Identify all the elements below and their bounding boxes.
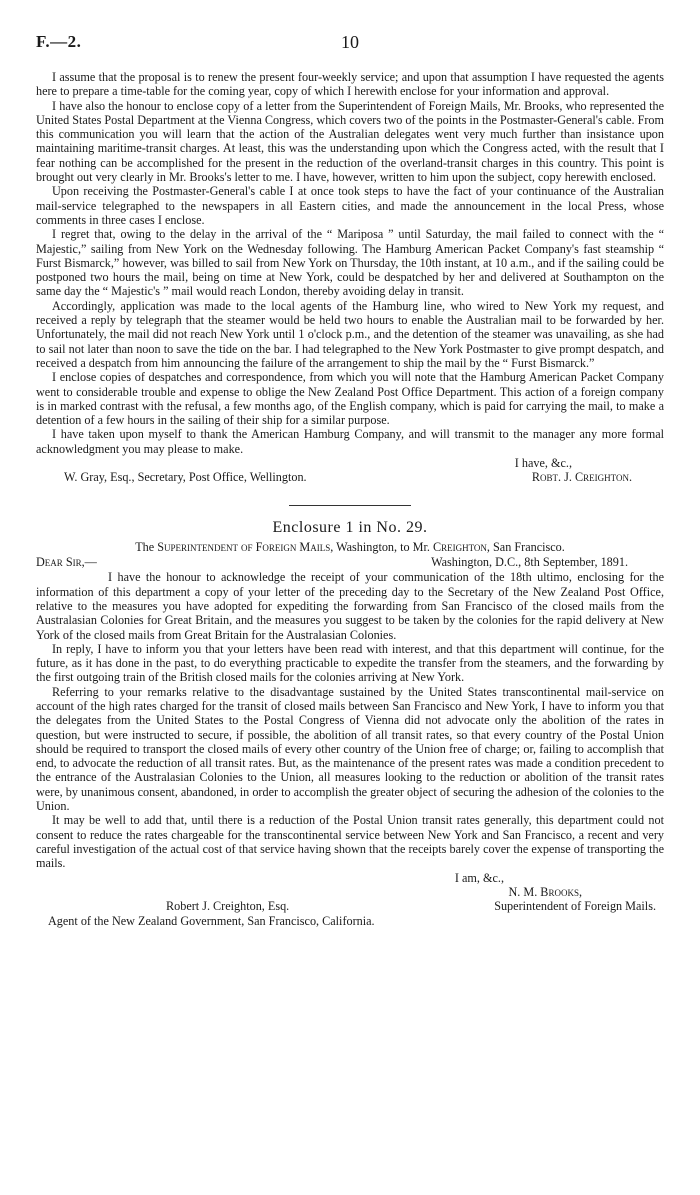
enclosure-paragraph: It may be well to add that, until there is a reduction of the Postal Union transit rates generally, this department could not consent to reduce the rates chargeable for the transcontinental service between New York and San Francisco, a recent and very careful investigation of the actual cost of that service having shown that the receipts barely cover the expense of transporting the mails.: [36, 813, 664, 871]
enclosure-section: [36, 518, 664, 928]
salutation-row: [36, 555, 664, 570]
letter-paragraph: I have taken upon myself to thank the American Hamburg Company, and will transmit to the manager any more formal acknowledgment you may please to make.: [36, 427, 664, 456]
signer-title: Superintendent of Foreign Mails.: [494, 899, 656, 914]
subtitle-from: Superintendent of Foreign Mails,: [157, 540, 334, 555]
enclosure-paragraph: I have the honour to acknowledge the receipt of your communication of the 18th ultimo, enclosing for the information of this department a copy of your letter of the preceding day to the Secretary of the New Zealand Post Office, relative to the measures you have adopted for expediting the forwarding from San Francisco of the closed mails from the Australasian Colonies for Great Britain, and the measures you suggest to be taken by the colonies for the rapid delivery at New York of the closed mails from Great Britain for the Australasian Colonies.: [36, 570, 664, 642]
letter-paragraph: I enclose copies of despatches and correspondence, from which you will note that the Hamburg American Packet Company went to considerable trouble and expense to oblige the New Zealand Post Office Department. This action of a foreign company is in marked contrast with the refusal, a few months ago, of the English company, which is paid for carrying the mail, to make a detention of a few hours in the sailing of their ship for a similar purpose.: [36, 370, 664, 428]
enclosure-paragraph: Referring to your remarks relative to the disadvantage sustained by the United States transcontinental mail-service on account of the high rates charged for the transit of closed mails between San Francisco and New York, I have to inform you that the delegates from the United States to the Postal Congress of Vienna did not advocate only the abolition of the rates in question, but were instructed to secure, if possible, the abolition of all transit rates, so that every country of the Postal Union should be required to transport the closed mails of every other country of the Union free of charge; or, failing to accomplish that end, to advocate the reduction of all transit rates. But, as the maintenance of the present rates was made a condition precedent to the entrance of the Australasian Colonies to the Union, all measures looking to the reduction or abolition of the transit rates were, by unanimous consent, abandoned, in order to accomplish the greater object of securing the adhesion of the colonies to the Union.: [36, 684, 664, 814]
addressee-row: [36, 899, 664, 914]
signature-row: [36, 470, 664, 486]
enclosure-signature: N. M. Brooks,: [508, 884, 582, 899]
section-divider: [289, 505, 411, 506]
addressee: W. Gray, Esq., Secretary, Post Office, Wellington.: [64, 470, 307, 485]
signature: Robt. J. Creighton.: [531, 470, 632, 485]
letter-creighton: [36, 70, 664, 486]
enclosure-paragraph: In reply, I have to inform you that your letters have been read with interest, and that this department will continue, for the future, as it has done in the past, to do everything practicable to expedite the transfer from the steamers, and the forwarding by the first outgoing train of the British closed mails for the colonies arriving at New York.: [36, 641, 664, 685]
document-page: [36, 32, 664, 928]
addressee-title: Agent of the New Zealand Government, San Francisco, California.: [48, 914, 375, 929]
subtitle-post: San Francisco.: [489, 540, 565, 555]
letter-paragraph: Upon receiving the Postmaster-General's cable I at once took steps to have the fact of your continuance of the Australian mail-service telegraphed to the newspapers in all Eastern cities, and made the announcement in the local Press, whose comments in three cases I enclose.: [36, 184, 664, 227]
page-header: [36, 32, 664, 60]
letter-paragraph: I assume that the proposal is to renew the present four-weekly service; and upon that assumption I have requested the agents here to prepare a time-table for the coming year, copy of which I herewith enclose for your information and approval.: [36, 70, 664, 99]
enclosure-title: Enclosure 1 in No. 29.: [272, 519, 428, 537]
subtitle-pre: The: [135, 540, 158, 555]
letter-closing: I have, &c.,: [514, 456, 572, 471]
date-place: Washington, D.C., 8th September, 1891.: [431, 555, 628, 570]
enclosure-addressee: Robert J. Creighton, Esq.: [166, 899, 290, 914]
salutation: Dear Sir,—: [36, 555, 97, 570]
subtitle-to: Creighton,: [432, 540, 490, 555]
report-code: F.—2.: [36, 32, 82, 51]
page-number: 10: [341, 32, 359, 52]
subtitle-mid: Washington, to Mr.: [333, 540, 433, 555]
letter-paragraph: I regret that, owing to the delay in the arrival of the “ Mariposa ” until Saturday, the mail failed to connect with the “ Majestic,” sailing from New York on the Wednesday following. The Hamburg American Packet Company's fast steamship “ Furst Bismarck,” however, was billed to sail from New York on Thursday, the 10th instant, at 10 a.m., and if the sailing could be postponed two hours the mail, being on time at New York, could be despatched by her and delivered at Southampton on the same day the “ Majestic's ” mail would reach London, thereby avoiding delay in transit.: [36, 227, 664, 299]
enclosure-closing: I am, &c.,: [454, 870, 504, 885]
enclosure-subtitle: [36, 540, 664, 555]
letter-paragraph: Accordingly, application was made to the local agents of the Hamburg line, who wired to New York my request, and received a reply by telegraph that the steamer would be held two hours to enable the Australian mail to be forwarded by her. Unfortunately, the mail did not reach New York until 1 o'clock p.m., and the detention of the steamer was unavailing, as she had to sail not later than noon to save the tide on the bar. I had telegraphed to the New York Postmaster to give prompt despatch, and received a despatch from him announcing the failure of the arrangement to ship the mail by the “ Furst Bismarck.”: [36, 298, 664, 370]
letter-paragraph: I have also the honour to enclose copy of a letter from the Superintendent of Foreign Mails, Mr. Brooks, who represented the United States Postal Department at the Vienna Congress, which covers two of the points in the Postmaster-General's cable. From this communication you will learn that the action of the Australian delegates went very much further than insistance upon maintaining maritime-transit charges. At least, this was the understanding upon which the Congress acted, with the result that I fear nothing can be accomplished for the present in the reduction of the overland-transit charges in this country. This point is brought out very clearly in Mr. Brooks's letter to me. I have, however, written to him upon the subject, copy herewith enclosed.: [36, 98, 664, 185]
